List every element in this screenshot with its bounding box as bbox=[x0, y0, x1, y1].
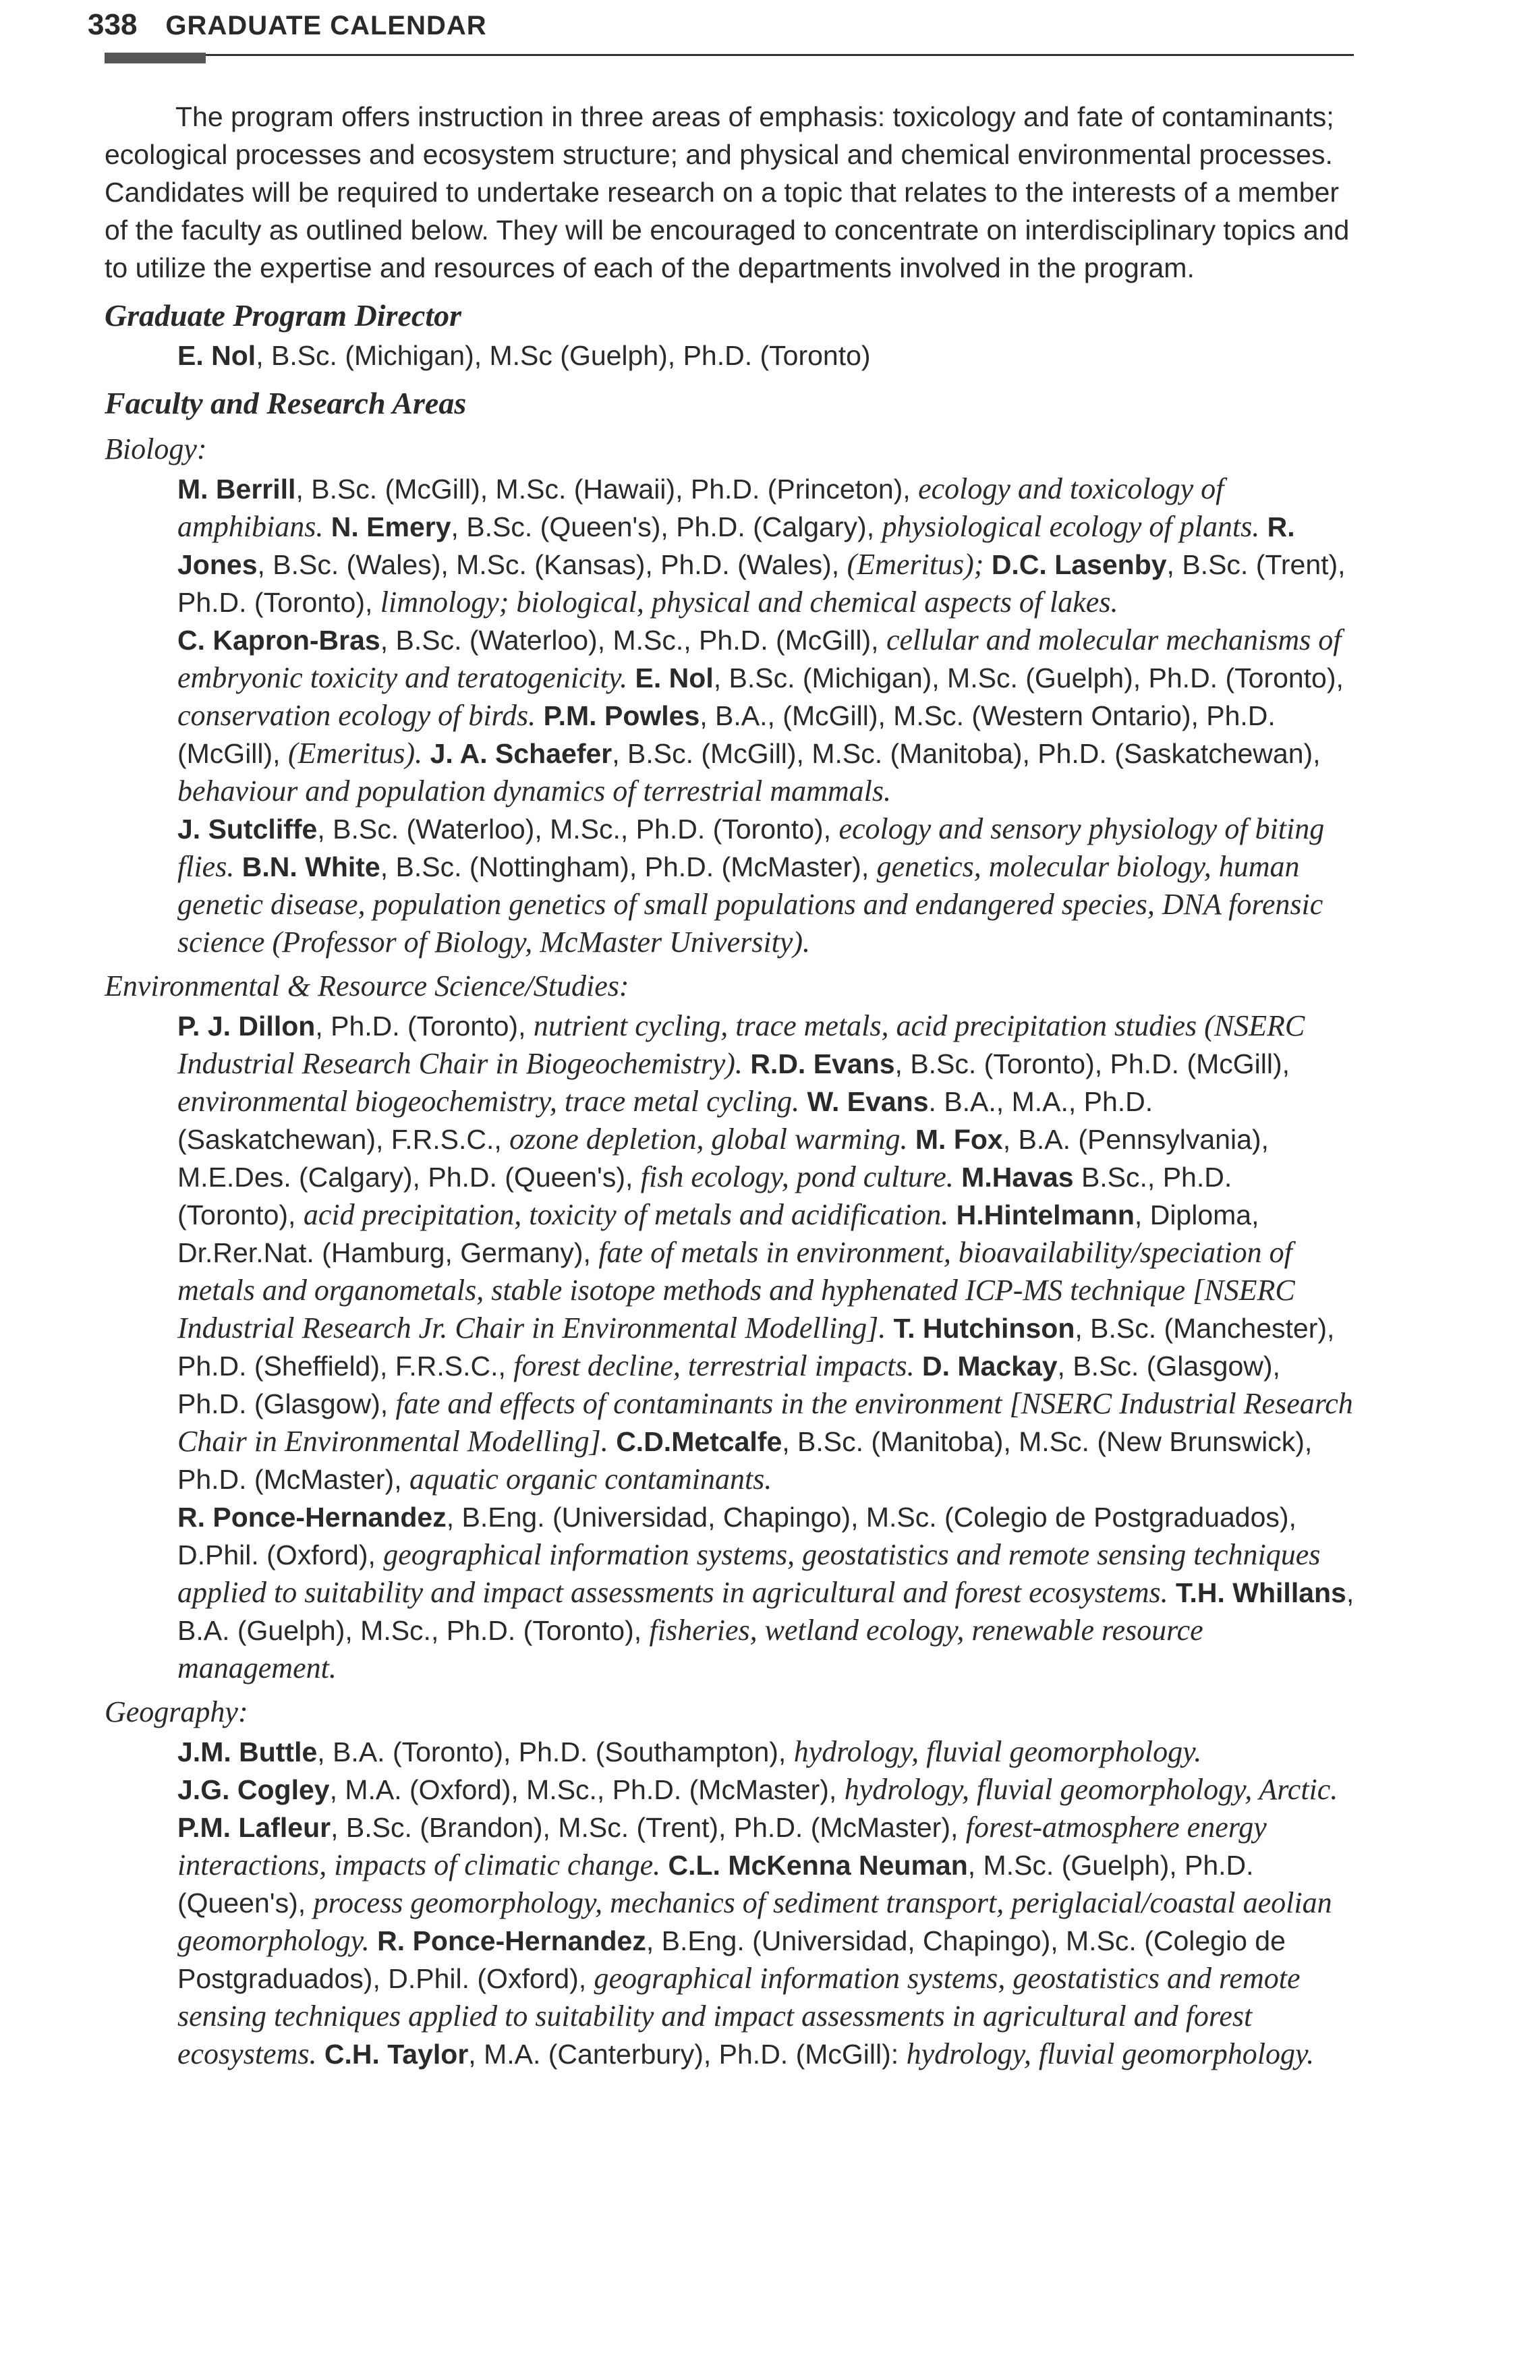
running-head bbox=[88, 8, 1356, 42]
faculty-name: M. Fox bbox=[915, 1124, 1003, 1155]
faculty-name: D. Mackay bbox=[921, 1351, 1058, 1382]
faculty-entry bbox=[324, 2039, 1314, 2070]
faculty-credentials: . B.A., M.A., Ph.D. (Saskatchewan), F.R.S.C., bbox=[177, 1086, 1153, 1155]
research-area: fate and effects of contaminants in the environment [NSERC Industrial Research Chair in Environmental Modelling]. bbox=[177, 1387, 1353, 1458]
faculty-credentials: , B.Sc. (Manitoba), M.Sc. (New Brunswick), Ph.D. (McMaster), bbox=[177, 1426, 1313, 1495]
faculty-name: R. Jones bbox=[177, 511, 1295, 580]
faculty-credentials: , B.A. (Guelph), M.Sc., Ph.D. (Toronto), bbox=[177, 1577, 1354, 1646]
research-area: ecology and sensory physiology of biting flies. bbox=[177, 812, 1325, 883]
faculty-name: N. Emery bbox=[331, 511, 451, 542]
faculty-paragraph bbox=[177, 1007, 1356, 1498]
faculty-name: P. J. Dillon bbox=[177, 1011, 316, 1042]
faculty-entry bbox=[177, 851, 1323, 958]
faculty-paragraph bbox=[177, 1498, 1356, 1687]
faculty-credentials: , B.Sc. (Michigan), M.Sc (Guelph), Ph.D. (Toronto) bbox=[256, 340, 871, 371]
research-area: geographical information systems, geostatistics and remote sensing techniques applied to suitability and impact assessments in agricultural and forest ecosystems. bbox=[177, 1962, 1301, 2070]
faculty-paragraph bbox=[177, 470, 1356, 621]
faculty-credentials: , B.Sc. (Nottingham), Ph.D. (McMaster), bbox=[380, 851, 877, 882]
director-heading: Graduate Program Director bbox=[105, 298, 461, 333]
research-area: hydrology, fluvial geomorphology. bbox=[906, 2037, 1315, 2070]
research-area: aquatic organic contaminants. bbox=[409, 1463, 772, 1496]
category-heading: Environmental & Resource Science/Studies: bbox=[105, 969, 629, 1002]
faculty-name: J.G. Cogley bbox=[177, 1774, 330, 1805]
faculty-entry bbox=[177, 1736, 1201, 1767]
faculty-credentials: , M.Sc. (Guelph), Ph.D. (Queen's), bbox=[177, 1850, 1254, 1919]
faculty-credentials: , B.Sc. (McGill), M.Sc. (Hawaii), Ph.D. (Princeton), bbox=[295, 474, 919, 505]
faculty-name: T.H. Whillans bbox=[1176, 1577, 1346, 1608]
faculty-credentials: B.Sc., Ph.D. (Toronto), bbox=[177, 1162, 1232, 1230]
research-area: fisheries, wetland ecology, renewable resource management. bbox=[177, 1614, 1203, 1684]
category-heading: Geography: bbox=[105, 1695, 248, 1728]
faculty-name: C.D.Metcalfe bbox=[616, 1426, 782, 1457]
faculty-credentials: , B.A., (McGill), M.Sc. (Western Ontario), Ph.D. (McGill), bbox=[177, 700, 1276, 769]
faculty-credentials: , B.Eng. (Universidad, Chapingo), M.Sc. (Colegio de Postgraduados), D.Phil. (Oxford), bbox=[177, 1925, 1286, 1994]
faculty-name: C.L. McKenna Neuman bbox=[668, 1850, 968, 1881]
faculty-paragraph bbox=[177, 810, 1356, 961]
research-area: fate of metals in environment, bioavailability/speciation of metals and organometals, stable isotope methods and hyphenated ICP-MS technique [NSERC Industrial Research Jr. Chair in Environmental Modelling]. bbox=[177, 1236, 1295, 1344]
faculty-credentials: , B.Sc. (Brandon), M.Sc. (Trent), Ph.D. (McMaster), bbox=[331, 1812, 966, 1843]
research-area: ecology and toxicology of amphibians. bbox=[177, 472, 1224, 543]
faculty-credentials: , B.Sc. (Manchester), Ph.D. (Sheffield), F.R.S.C., bbox=[177, 1313, 1335, 1382]
faculty-credentials: , Diploma, Dr.Rer.Nat. (Hamburg, Germany), bbox=[177, 1199, 1259, 1268]
research-area: geographical information systems, geostatistics and remote sensing techniques applied to suitability and impact assessments in agricultural and forest ecosystems. bbox=[177, 1538, 1321, 1609]
faculty-name: R. Ponce-Hernandez bbox=[377, 1925, 646, 1956]
research-area: forest decline, terrestrial impacts. bbox=[513, 1349, 915, 1382]
research-area: conservation ecology of birds. bbox=[177, 699, 536, 732]
faculty-paragraph bbox=[177, 1733, 1356, 1771]
research-area: (Emeritus); bbox=[847, 548, 984, 581]
faculty-credentials: , B.Sc. (Glasgow), Ph.D. (Glasgow), bbox=[177, 1351, 1280, 1419]
research-area: process geomorphology, mechanics of sediment transport, periglacial/coastal aeolian geomorphology. bbox=[177, 1886, 1332, 1957]
faculty-paragraph bbox=[177, 621, 1356, 810]
faculty-credentials: , B.Sc. (Waterloo), M.Sc., Ph.D. (McGill), bbox=[380, 625, 886, 656]
intro-paragraph: The program offers instruction in three areas of emphasis: toxicology and fate of contaminants; ecological processes and ecosystem structure; and physical and chemical environmental processes. Candidates will be required to undertake research on a topic that relates to the interests of a member of the faculty as outlined below. They will be encouraged to concentrate on interdisciplinary topics and to utilize the expertise and resources of each of the departments involved in the program. bbox=[105, 101, 1350, 283]
faculty-credentials: , M.A. (Oxford), M.Sc., Ph.D. (McMaster), bbox=[329, 1774, 845, 1805]
faculty-name: P.M. Lafleur bbox=[177, 1812, 331, 1843]
faculty-name: T. Hutchinson bbox=[893, 1313, 1075, 1344]
page-number: 338 bbox=[88, 8, 138, 41]
category-heading: Biology: bbox=[105, 432, 207, 465]
research-area: fish ecology, pond culture. bbox=[640, 1160, 954, 1193]
research-area: forest-atmosphere energy interactions, impacts of climatic change. bbox=[177, 1811, 1267, 1881]
faculty-name: E. Nol bbox=[635, 662, 714, 693]
header-rule-accent bbox=[105, 53, 206, 63]
faculty-credentials: , B.Eng. (Universidad, Chapingo), M.Sc. (Colegio de Postgraduados), D.Phil. (Oxford), bbox=[177, 1502, 1296, 1570]
running-title: GRADUATE CALENDAR bbox=[165, 11, 487, 40]
page-body bbox=[105, 98, 1356, 2073]
faculty-credentials: , B.A. (Pennsylvania), M.E.Des. (Calgary), Ph.D. (Queen's), bbox=[177, 1124, 1269, 1193]
faculty-name: M. Berrill bbox=[177, 474, 296, 505]
faculty-credentials: , Ph.D. (Toronto), bbox=[315, 1011, 534, 1042]
research-area: ozone depletion, global warming. bbox=[509, 1123, 908, 1156]
research-area: acid precipitation, toxicity of metals and acidification. bbox=[303, 1198, 949, 1231]
faculty-paragraph bbox=[177, 1771, 1356, 2073]
faculty-name: W. Evans bbox=[807, 1086, 929, 1117]
research-area: (Emeritus). bbox=[287, 737, 423, 770]
research-area: nutrient cycling, trace metals, acid precipitation studies (NSERC Industrial Research Chair in Biogeochemistry). bbox=[177, 1009, 1305, 1080]
faculty-name: R.D. Evans bbox=[750, 1048, 895, 1079]
faculty-name: J.M. Buttle bbox=[177, 1736, 318, 1767]
faculty-name: C.H. Taylor bbox=[324, 2039, 469, 2070]
faculty-name: R. Ponce-Hernandez bbox=[177, 1502, 447, 1533]
faculty-name: J. A. Schaefer bbox=[430, 738, 612, 769]
research-area: behaviour and population dynamics of terrestrial mammals. bbox=[177, 774, 891, 808]
faculty-credentials: , B.Sc. (Queen's), Ph.D. (Calgary), bbox=[451, 511, 882, 542]
faculty-name: E. Nol bbox=[177, 340, 256, 371]
research-area: hydrology, fluvial geomorphology. bbox=[793, 1735, 1202, 1768]
faculty-group bbox=[177, 470, 1356, 961]
faculty-credentials: , M.A. (Canterbury), Ph.D. (McGill): bbox=[468, 2039, 907, 2070]
research-area: cellular and molecular mechanisms of embryonic toxicity and teratogenicity. bbox=[177, 623, 1342, 694]
director-entry bbox=[177, 337, 1356, 374]
faculty-credentials: , B.A. (Toronto), Ph.D. (Southampton), bbox=[317, 1736, 794, 1767]
faculty-credentials: , B.Sc. (Michigan), M.Sc. (Guelph), Ph.D. (Toronto), bbox=[713, 662, 1344, 693]
faculty-heading: Faculty and Research Areas bbox=[105, 386, 467, 420]
faculty-entry bbox=[177, 1774, 1338, 1805]
faculty-entry bbox=[331, 511, 1259, 542]
faculty-credentials: , B.Sc. (Waterloo), M.Sc., Ph.D. (Toronto), bbox=[317, 814, 839, 845]
research-area: environmental biogeochemistry, trace metal cycling. bbox=[177, 1085, 800, 1118]
faculty-groups bbox=[105, 428, 1356, 2073]
faculty-group bbox=[177, 1733, 1356, 2073]
research-area: physiological ecology of plants. bbox=[882, 510, 1260, 543]
faculty-group bbox=[177, 1007, 1356, 1687]
faculty-credentials: , B.Sc. (Trent), Ph.D. (Toronto), bbox=[177, 549, 1346, 618]
faculty-credentials: , B.Sc. (McGill), M.Sc. (Manitoba), Ph.D. (Saskatchewan), bbox=[612, 738, 1321, 769]
faculty-name: P.M. Powles bbox=[543, 700, 700, 731]
research-area: limnology; biological, physical and chemical aspects of lakes. bbox=[380, 586, 1118, 619]
header-rule bbox=[105, 54, 1354, 56]
faculty-name: H.Hintelmann bbox=[956, 1199, 1135, 1230]
faculty-name: D.C. Lasenby bbox=[991, 549, 1167, 580]
faculty-name: C. Kapron-Bras bbox=[177, 625, 380, 656]
faculty-entry bbox=[177, 1502, 1320, 1608]
research-area: hydrology, fluvial geomorphology, Arctic. bbox=[844, 1773, 1338, 1806]
faculty-name: M.Havas bbox=[961, 1162, 1074, 1193]
research-area: genetics, molecular biology, human genetic disease, population genetics of small populations and endangered species, DNA forensic science (Professor of Biology, McMaster University). bbox=[177, 850, 1323, 959]
faculty-name: B.N. White bbox=[241, 851, 380, 882]
faculty-credentials: , B.Sc. (Toronto), Ph.D. (McGill), bbox=[894, 1048, 1290, 1079]
faculty-name: J. Sutcliffe bbox=[177, 814, 318, 845]
faculty-credentials: , B.Sc. (Wales), M.Sc. (Kansas), Ph.D. (Wales), bbox=[257, 549, 847, 580]
